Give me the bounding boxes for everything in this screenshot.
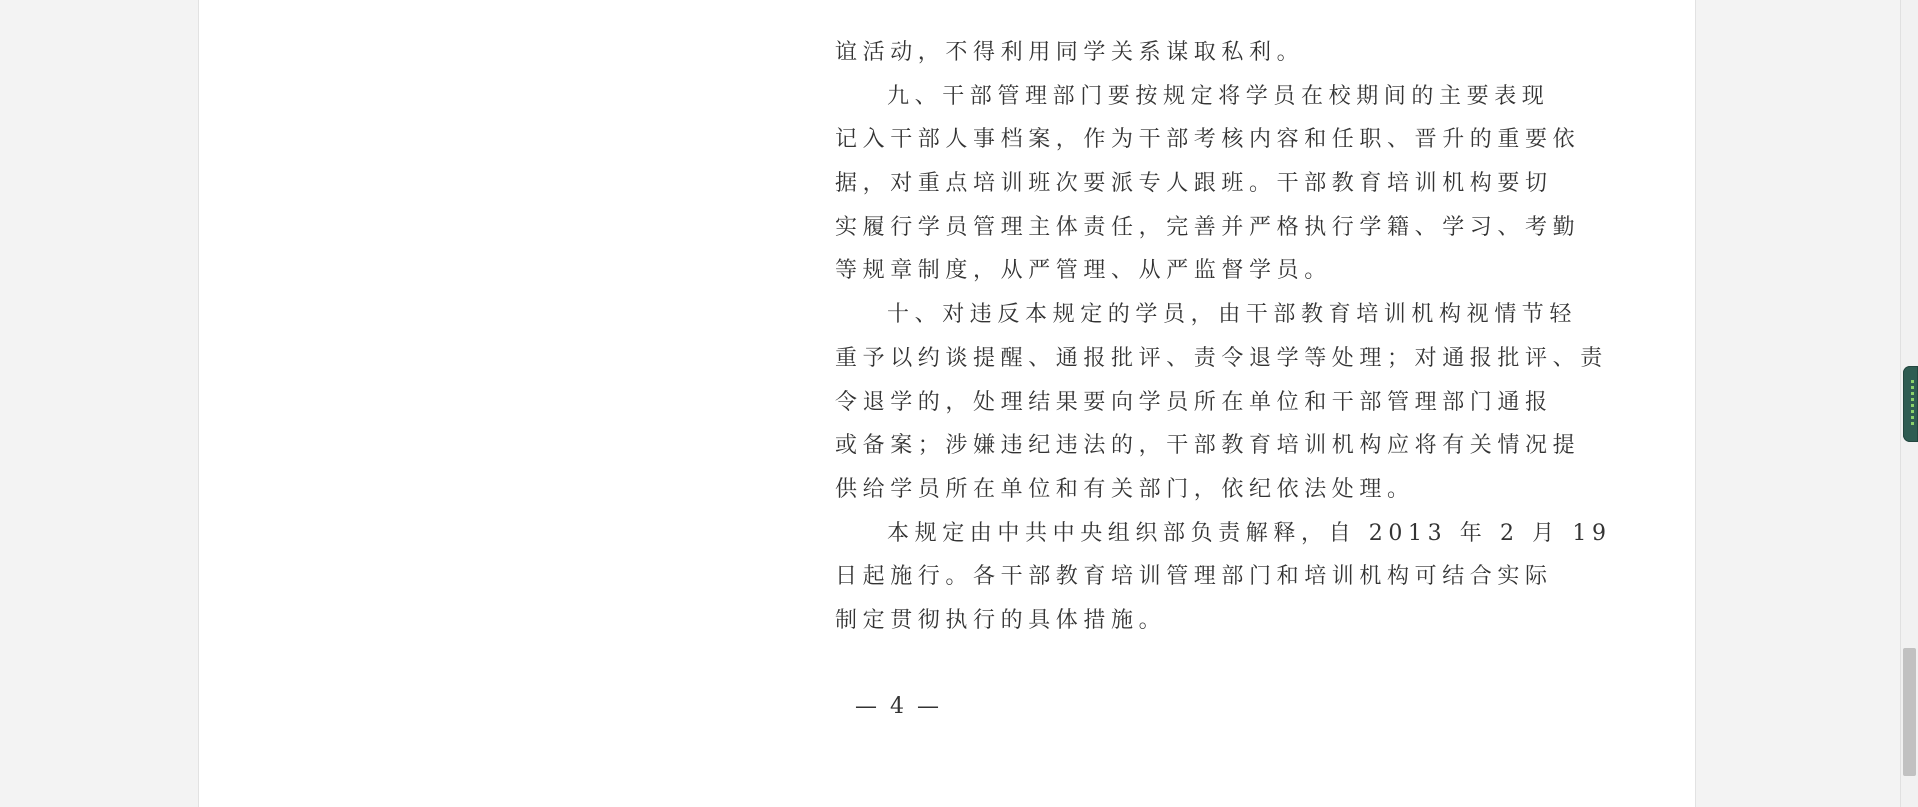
document-line: 供给学员所在单位和有关部门，依纪依法处理。: [835, 476, 1415, 502]
document-line: 令退学的，处理结果要向学员所在单位和干部管理部门通报: [835, 389, 1553, 415]
section-nine-heading-line: 九、干部管理部门要按规定将学员在校期间的主要表现: [887, 83, 1550, 109]
document-line: 记入干部人事档案，作为干部考核内容和任职、晋升的重要依: [835, 127, 1581, 153]
document-line: 谊活动，不得利用同学关系谋取私利。: [835, 40, 1305, 65]
document-line: 制定贯彻执行的具体措施。: [835, 607, 1167, 633]
document-line: 等规章制度，从严管理、从严监督学员。: [835, 258, 1332, 284]
document-line: 实履行学员管理主体责任，完善并严格执行学籍、学习、考勤: [835, 214, 1581, 240]
green-level-meter-icon[interactable]: [1903, 366, 1918, 442]
closing-paragraph-line: 本规定由中共中央组织部负责解释，自 2013 年 2 月 19: [887, 520, 1612, 546]
document-line: 重予以约谈提醒、通报批评、责令退学等处理；对通报批评、责: [835, 345, 1608, 371]
document-text: [835, 31, 1612, 643]
level-meter-bars: [1911, 380, 1914, 428]
scrollbar-thumb[interactable]: [1903, 648, 1916, 776]
document-line: 日起施行。各干部教育培训管理部门和培训机构可结合实际: [835, 564, 1553, 590]
document-line: 据，对重点培训班次要派专人跟班。干部教育培训机构要切: [835, 171, 1553, 197]
document-page: [198, 0, 1696, 807]
page-number: — 4 —: [855, 694, 942, 719]
section-ten-heading-line: 十、对违反本规定的学员，由干部教育培训机构视情节轻: [887, 302, 1578, 328]
document-line: 或备案；涉嫌违纪违法的，干部教育培训机构应将有关情况提: [835, 433, 1581, 459]
